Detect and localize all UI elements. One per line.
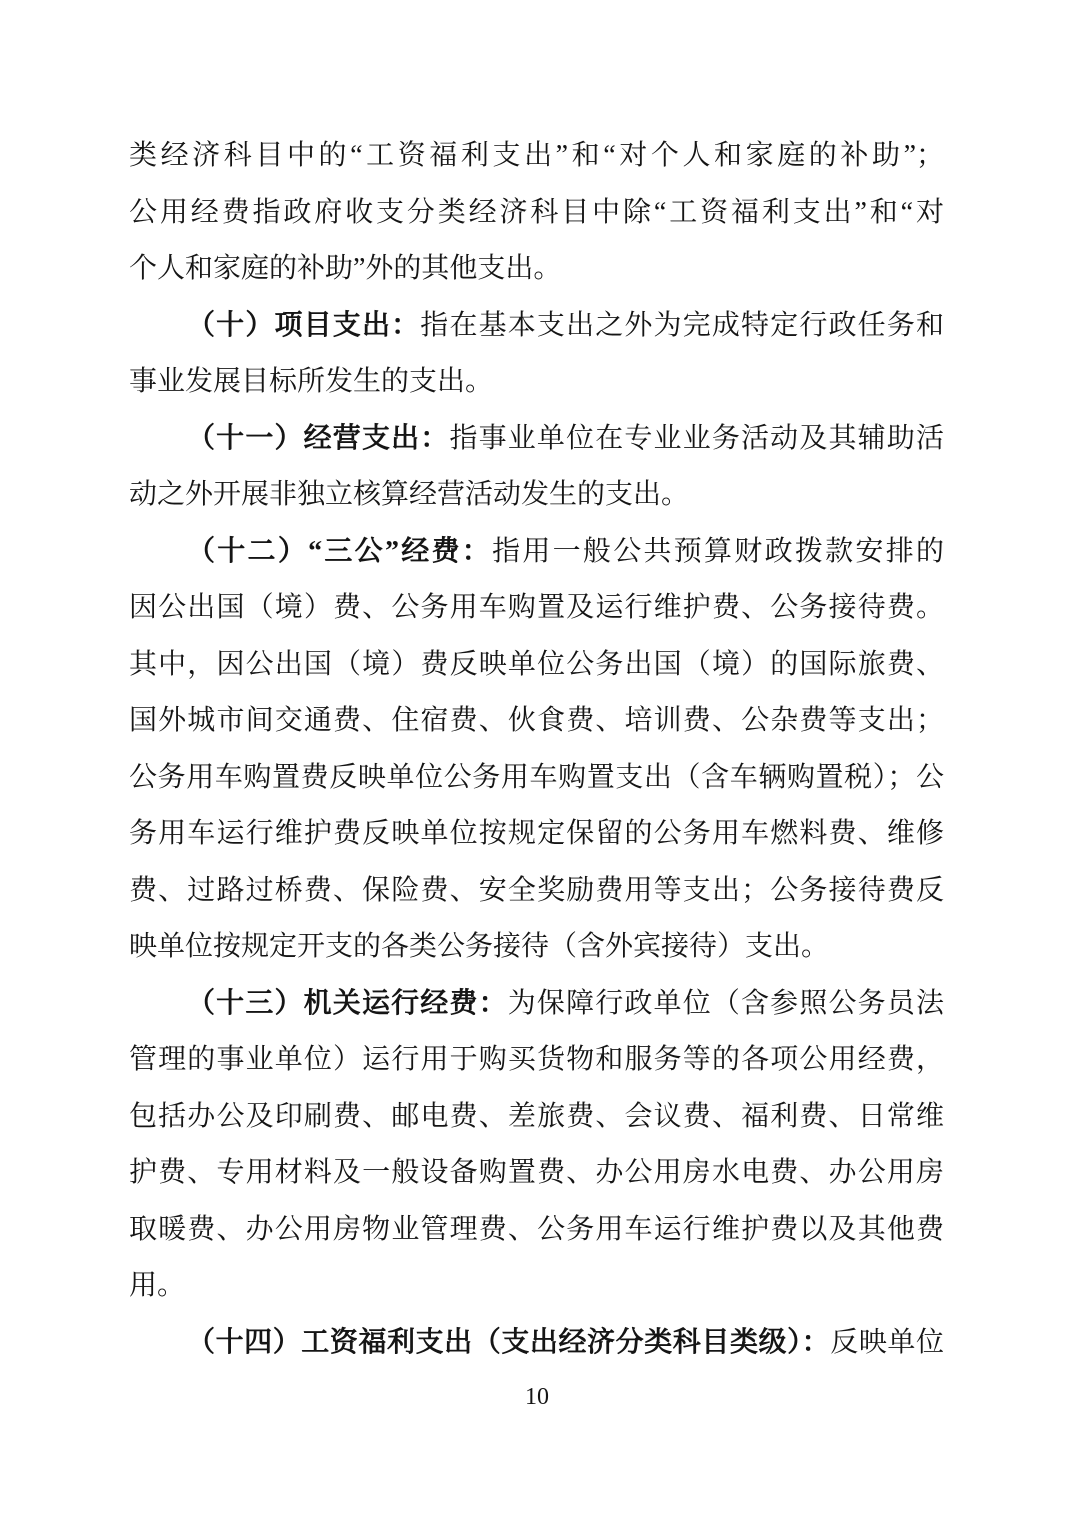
text-line	[129, 1032, 944, 1089]
text-line	[129, 128, 944, 185]
text-line	[129, 693, 944, 750]
body-text: 为保障行政单位（含参照公务员法	[507, 987, 944, 1019]
text-line	[129, 1315, 944, 1372]
body-text: 个人和家庭的补助”外的其他支出。	[129, 253, 562, 284]
text-line	[129, 241, 944, 298]
text-line	[129, 467, 944, 524]
body-text: 取暖费、办公用房物业管理费、公务用车运行维护费以及其他费	[129, 1213, 944, 1245]
text-line	[129, 298, 944, 355]
body-text: 务用车运行维护费反映单位按规定保留的公务用车燃料费、维修	[129, 818, 944, 849]
heading-term: （十）项目支出：	[187, 309, 421, 341]
text-line	[129, 1202, 944, 1259]
text-line	[129, 750, 944, 807]
body-text: 动之外开展非独立核算经营活动发生的支出。	[129, 479, 690, 510]
body-text: 其中，因公出国（境）费反映单位公务出国（境）的国际旅费、	[129, 648, 944, 680]
body-text: 映单位按规定开支的各类公务接待（含外宾接待）支出。	[129, 931, 830, 962]
body-text: 类经济科目中的“工资福利支出”和“对个人和家庭的补助”；	[129, 140, 944, 171]
body-text: 反映单位	[830, 1326, 944, 1358]
body-text: 指在基本支出之外为完成特定行政任务和	[420, 309, 944, 341]
page-number: 10	[525, 1384, 549, 1410]
heading-term: （十四）工资福利支出（支出经济分类科目类级）：	[187, 1326, 831, 1358]
body-text: 因公出国（境）费、公务用车购置及运行维护费、公务接待费。	[129, 592, 944, 623]
text-line	[129, 354, 944, 411]
text-block	[129, 128, 944, 1371]
body-text: 管理的事业单位）运行用于购买货物和服务等的各项公用经费，	[129, 1044, 944, 1075]
body-text: 费、过路过桥费、保险费、安全奖励费用等支出；公务接待费反	[129, 874, 944, 906]
text-line	[129, 919, 944, 976]
text-line	[129, 637, 944, 694]
heading-term: （十一）经营支出：	[187, 422, 450, 454]
body-text: 指事业单位在专业业务活动及其辅助活	[449, 422, 944, 454]
text-line	[129, 185, 944, 242]
body-text: 护费、专用材料及一般设备购置费、办公用房水电费、办公用房	[129, 1157, 944, 1188]
text-line	[129, 580, 944, 637]
body-text: 指用一般公共预算财政拨款安排的	[492, 535, 944, 567]
text-line	[129, 1258, 944, 1315]
body-text: 包括办公及印刷费、邮电费、差旅费、会议费、福利费、日常维	[129, 1100, 944, 1132]
text-line	[129, 863, 944, 920]
body-text: 事业发展目标所发生的支出。	[129, 366, 494, 397]
text-line	[129, 1089, 944, 1146]
text-line	[129, 806, 944, 863]
text-line	[129, 411, 944, 468]
text-line	[129, 1145, 944, 1202]
heading-term: （十二）“三公”经费：	[187, 535, 493, 567]
body-text: 国外城市间交通费、住宿费、伙食费、培训费、公杂费等支出；	[129, 705, 944, 736]
text-line	[129, 524, 944, 581]
body-text: 用。	[129, 1270, 186, 1301]
heading-term: （十三）机关运行经费：	[187, 987, 508, 1019]
text-line	[129, 976, 944, 1033]
body-text: 公用经费指政府收支分类经济科目中除“工资福利支出”和“对	[129, 196, 944, 228]
body-text: 公务用车购置费反映单位公务用车购置支出（含车辆购置税）；公	[129, 761, 944, 793]
